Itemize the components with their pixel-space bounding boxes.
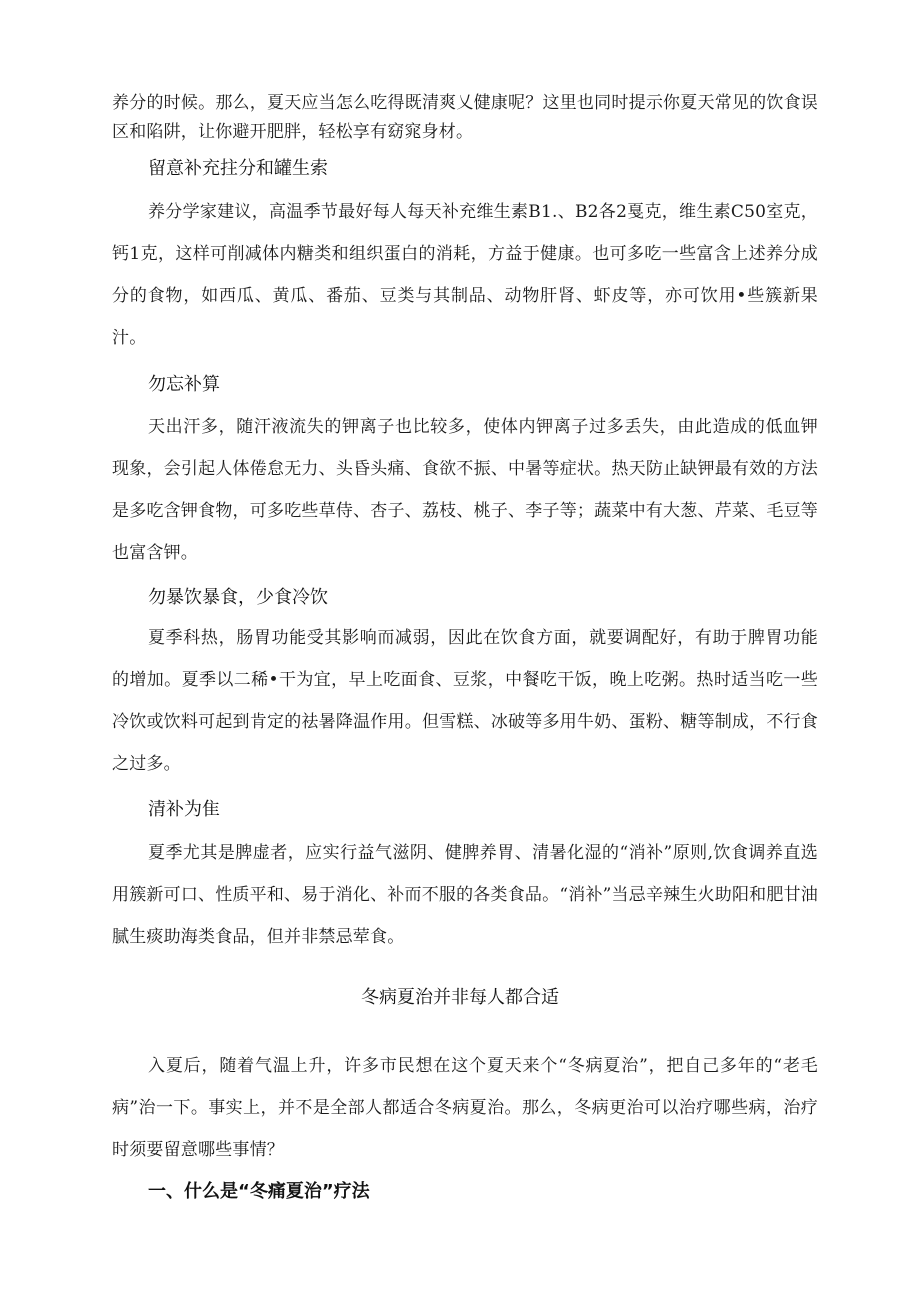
section-body-potassium: 天出汗多，随汗液流失的钾离子也比较多，使体内钾离子过多丢失，由此造成的低血钾现象，会引起人体倦怠无力、头昏头痛、食欲不振、中暑等症状。热天防止缺钾最有效的方法是多吃含钾食物，可多吃些草侍、杏子、荔枝、桃子、李子等；蔬菜中有大葱、芹菜、毛豆等也富含钾。 bbox=[112, 417, 818, 563]
section-body-light-tonic: 夏季尤其是脾虚者，应实行益气滋阴、健脾养胃、清暑化湿的“消补”原则,饮食调养直选用簇新可口、性质平和、易于消化、补而不服的各类食品。“消补”当忌辛辣生火助阳和肥甘油腻生痰助海类食品，但并非禁忌荤食。 bbox=[112, 843, 818, 947]
section-heading-potassium: 勿忘补算 bbox=[148, 374, 220, 395]
article-intro-paragraph: 入夏后，随着气温上升，许多市民想在这个夏天来个“冬病夏治”，把自己多年的“老毛病”治一下。事实上，并不是全部人都适合冬病夏治。那么，冬病更治可以治疗哪些病，治疗时须要留意哪些事情？ bbox=[112, 1056, 818, 1160]
intro-paragraph: 养分的时候。那么，夏天应当怎么吃得既清爽乂健康呢？这里也同时提示你夏天常见的饮食误区和陷阱，让你避开肥胖，轻松享有窈窕身材。 bbox=[112, 93, 818, 142]
article-subheading: 一、什么是“冬痛夏治”疗法 bbox=[148, 1181, 370, 1202]
section-heading-vitamins: 留意补充拄分和罐生索 bbox=[148, 158, 328, 179]
article-title: 冬病夏治并非每人都合适 bbox=[361, 987, 559, 1008]
section-body-diet: 夏季科热，肠胃功能受其影响而减弱，因此在饮食方面，就要调配好，有助于脾胃功能的增加。夏季以二稀•干为宜，早上吃面食、豆浆，中餐吃干饭，晚上吃粥。热时适当吃一些冷饮或饮料可起到肯定的祛暑降温作用。但雪糕、冰破等多用牛奶、蛋粉、糖等制成，不行食之过多。 bbox=[112, 628, 818, 774]
section-heading-light-tonic: 清补为隹 bbox=[148, 799, 220, 820]
section-body-vitamins: 养分学家建议，高温季节最好每人每天补充维生素B1.、B2各2戛克，维生素C50室克，钙1克，这样可削减体内糖类和组织蛋白的消耗，方益于健康。也可多吃一些富含上述养分成分的食物，如西瓜、黄瓜、番茄、豆类与其制品、动物肝肾、虾皮等，亦可饮用•些簇新果汁。 bbox=[112, 202, 818, 348]
section-heading-diet: 勿暴饮暴食，少食冷饮 bbox=[148, 587, 328, 608]
